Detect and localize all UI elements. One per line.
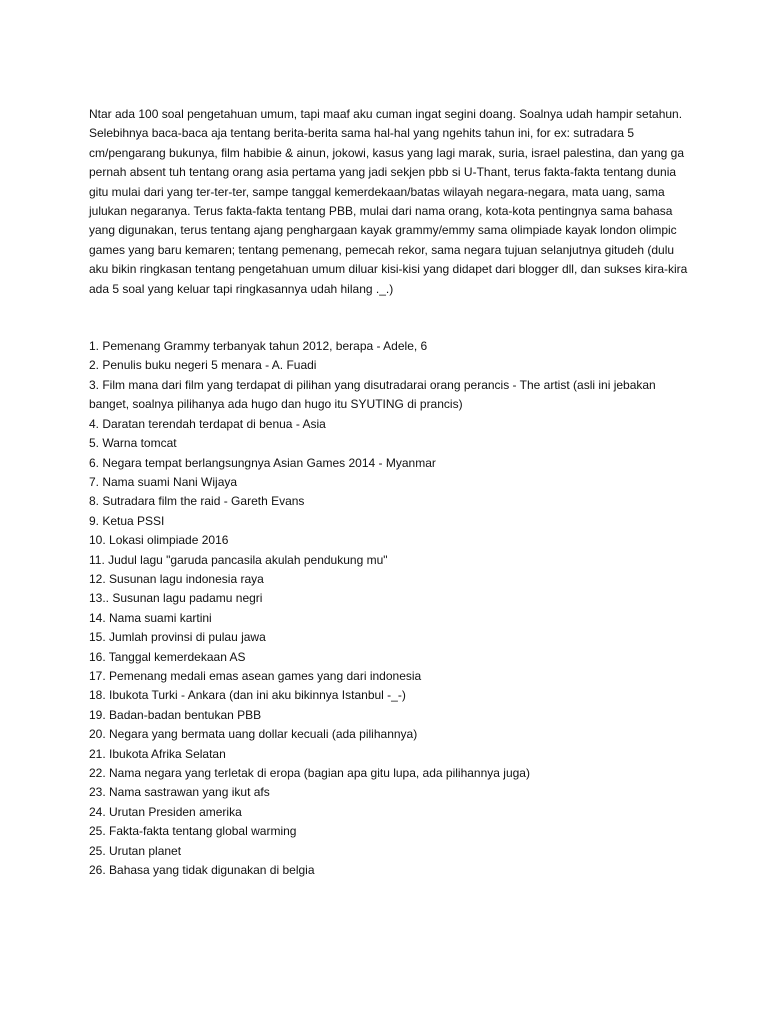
document-body xyxy=(89,105,689,880)
question-item: 25. Fakta-fakta tentang global warming xyxy=(89,824,297,839)
question-item: 2. Penulis buku negeri 5 menara - A. Fuadi xyxy=(89,358,317,373)
question-item: 20. Negara yang bermata uang dollar kecuali (ada pilihannya) xyxy=(89,727,418,742)
paragraph-spacer xyxy=(89,299,689,337)
question-item: 24. Urutan Presiden amerika xyxy=(89,804,242,819)
intro-paragraph: Ntar ada 100 soal pengetahuan umum, tapi maaf aku cuman ingat segini doang. Soalnya udah hampir setahun. Selebihnya baca-baca aja tentang berita-berita sama hal-hal yang ngehits tahun ini, for ex: sutradara 5 cm/pengarang bukunya, film habibie & ainun, jokowi, kasus yang lagi marak, suria, israel palestina, dan yang ga pernah absent tuh tentang orang asia pertama yang jadi sekjen pbb si U-Thant, terus fakta-fakta tentang dunia gitu mulai dari yang ter-ter-ter, sampe tanggal kemerdekaan/batas wilayah negara-negara, mata uang, sama julukan negaranya. Terus fakta-fakta tentang PBB, mulai dari nama orang, kota-kota pentingnya sama bahasa yang digunakan, terus tentang ajang penghargaan kayak grammy/emmy sama olimpiade kayak london olimpic games yang baru kemaren; tentang pemenang, pemecah rekor, sama negara tujuan selanjutnya gitudeh (dulu aku bikin ringkasan tentang pengetahuan umum diluar kisi-kisi yang didapet dari blogger dll, dan sukses kira-kira ada 5 soal yang keluar tapi ringkasannya udah hilang ._.) xyxy=(89,107,688,296)
question-item: 17. Pemenang medali emas asean games yang dari indonesia xyxy=(89,668,422,683)
question-item: 23. Nama sastrawan yang ikut afs xyxy=(89,785,270,800)
question-item: 10. Lokasi olimpiade 2016 xyxy=(89,533,229,548)
question-item: 12. Susunan lagu indonesia raya xyxy=(89,571,264,586)
question-item: 21. Ibukota Afrika Selatan xyxy=(89,746,226,761)
question-item: 8. Sutradara film the raid - Gareth Evans xyxy=(89,494,305,509)
question-item: 16. Tanggal kemerdekaan AS xyxy=(89,649,246,664)
question-item: 15. Jumlah provinsi di pulau jawa xyxy=(89,630,266,645)
question-item: 4. Daratan terendah terdapat di benua - Asia xyxy=(89,416,326,431)
question-item: 7. Nama suami Nani Wijaya xyxy=(89,474,238,489)
question-item: 19. Badan-badan bentukan PBB xyxy=(89,707,262,722)
question-item: 9. Ketua PSSI xyxy=(89,513,165,528)
question-item: 6. Negara tempat berlangsungnya Asian Games 2014 - Myanmar xyxy=(89,455,436,470)
question-item: 25. Urutan planet xyxy=(89,843,182,858)
question-item: 11. Judul lagu "garuda pancasila akulah pendukung mu" xyxy=(89,552,388,567)
question-list xyxy=(89,337,689,880)
question-item: 5. Warna tomcat xyxy=(89,436,177,451)
question-item: 3. Film mana dari film yang terdapat di pilihan yang disutradarai orang perancis - The artist (asli ini jebakan banget, soalnya pilihanya ada hugo dan hugo itu SYUTING di prancis) xyxy=(89,377,656,412)
question-item: 18. Ibukota Turki - Ankara (dan ini aku bikinnya Istanbul -_-) xyxy=(89,688,406,703)
question-item: 14. Nama suami kartini xyxy=(89,610,212,625)
question-item: 22. Nama negara yang terletak di eropa (bagian apa gitu lupa, ada pilihannya juga) xyxy=(89,766,530,780)
question-item: 26. Bahasa yang tidak digunakan di belgia xyxy=(89,863,315,878)
question-item: 1. Pemenang Grammy terbanyak tahun 2012, berapa - Adele, 6 xyxy=(89,339,428,354)
question-item: 13.. Susunan lagu padamu negri xyxy=(89,591,263,606)
